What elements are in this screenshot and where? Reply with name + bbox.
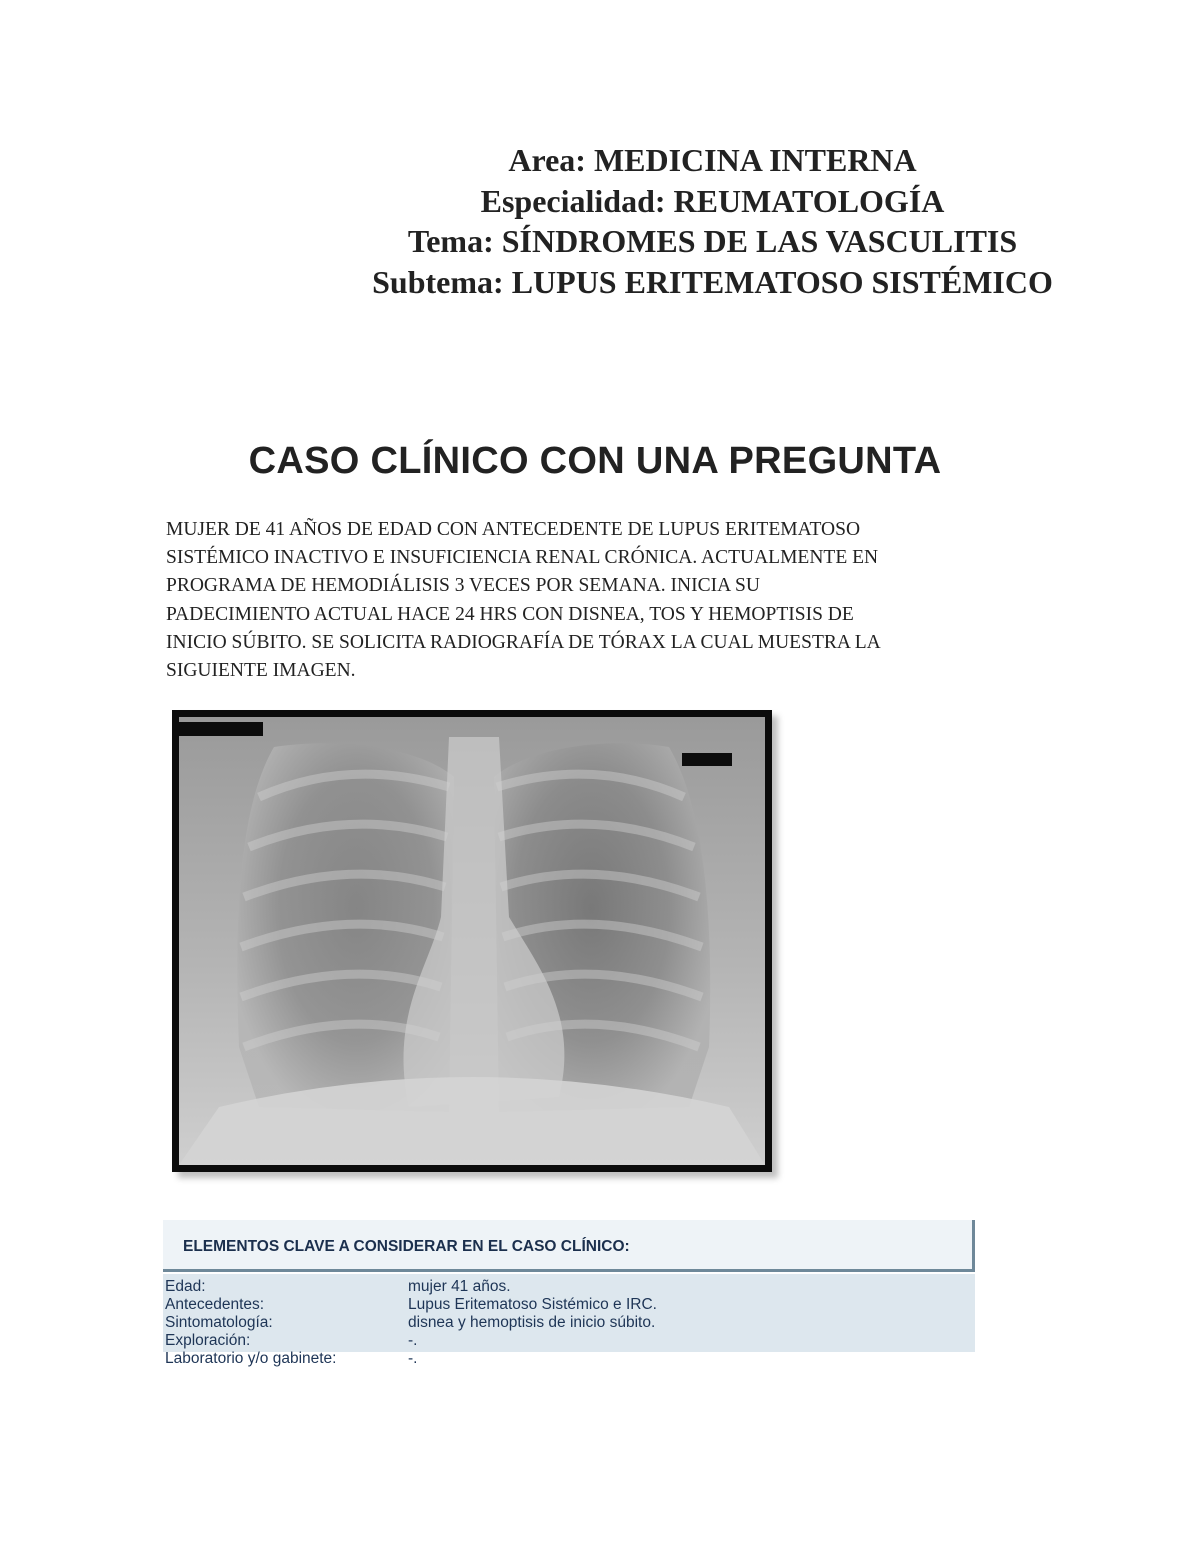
area-heading: Area: MEDICINA INTERNA	[508, 142, 917, 178]
case-line: PADECIMIENTO ACTUAL HACE 24 HRS CON DISNEA, TOS Y HEMOPTISIS DE	[166, 603, 854, 625]
key-element-label: Laboratorio y/o gabinete:	[165, 1350, 337, 1367]
key-element-value: Lupus Eritematoso Sistémico e IRC.	[408, 1296, 657, 1313]
case-line: MUJER DE 41 AÑOS DE EDAD CON ANTECEDENTE DE LUPUS ERITEMATOSO	[166, 519, 861, 540]
key-elements-title: ELEMENTOS CLAVE A CONSIDERAR EN EL CASO CLÍNICO:	[183, 1238, 630, 1255]
key-elements-header	[163, 1220, 975, 1272]
topic-heading: Tema: SÍNDROMES DE LAS VASCULITIS	[407, 223, 1018, 259]
key-element-value: -.	[408, 1350, 418, 1367]
case-line: SIGUIENTE IMAGEN.	[166, 660, 356, 682]
key-element-row	[163, 1350, 975, 1368]
key-element-value: mujer 41 años.	[408, 1278, 511, 1295]
key-element-value: -.	[408, 1332, 418, 1349]
chest-xray-image	[172, 710, 772, 1172]
key-element-value: disnea y hemoptisis de inicio súbito.	[408, 1314, 656, 1331]
case-description	[166, 516, 1046, 685]
key-elements-table	[163, 1274, 975, 1367]
key-element-row	[163, 1314, 975, 1332]
key-element-label: Sintomatología:	[165, 1314, 273, 1331]
subtopic-heading: Subtema: LUPUS ERITEMATOSO SISTÉMICO	[372, 263, 1053, 300]
case-line: INICIO SÚBITO. SE SOLICITA RADIOGRAFÍA DE TÓRAX LA CUAL MUESTRA LA	[166, 631, 881, 653]
case-title: CASO CLÍNICO CON UNA PREGUNTA	[248, 440, 942, 482]
key-element-label: Antecedentes:	[165, 1296, 265, 1313]
case-line: PROGRAMA DE HEMODIÁLISIS 3 VECES POR SEMANA. INICIA SU	[166, 575, 760, 597]
chest-xray-drawing	[179, 717, 765, 1165]
document-header	[300, 140, 1125, 302]
key-element-label: Edad:	[165, 1278, 206, 1295]
key-element-row	[163, 1278, 975, 1296]
key-element-row	[163, 1332, 975, 1350]
case-line: SISTÉMICO INACTIVO E INSUFICIENCIA RENAL CRÓNICA. ACTUALMENTE EN	[166, 547, 879, 569]
key-element-label: Exploración:	[165, 1332, 251, 1349]
key-element-row	[163, 1296, 975, 1314]
specialty-heading: Especialidad: REUMATOLOGÍA	[480, 182, 945, 219]
